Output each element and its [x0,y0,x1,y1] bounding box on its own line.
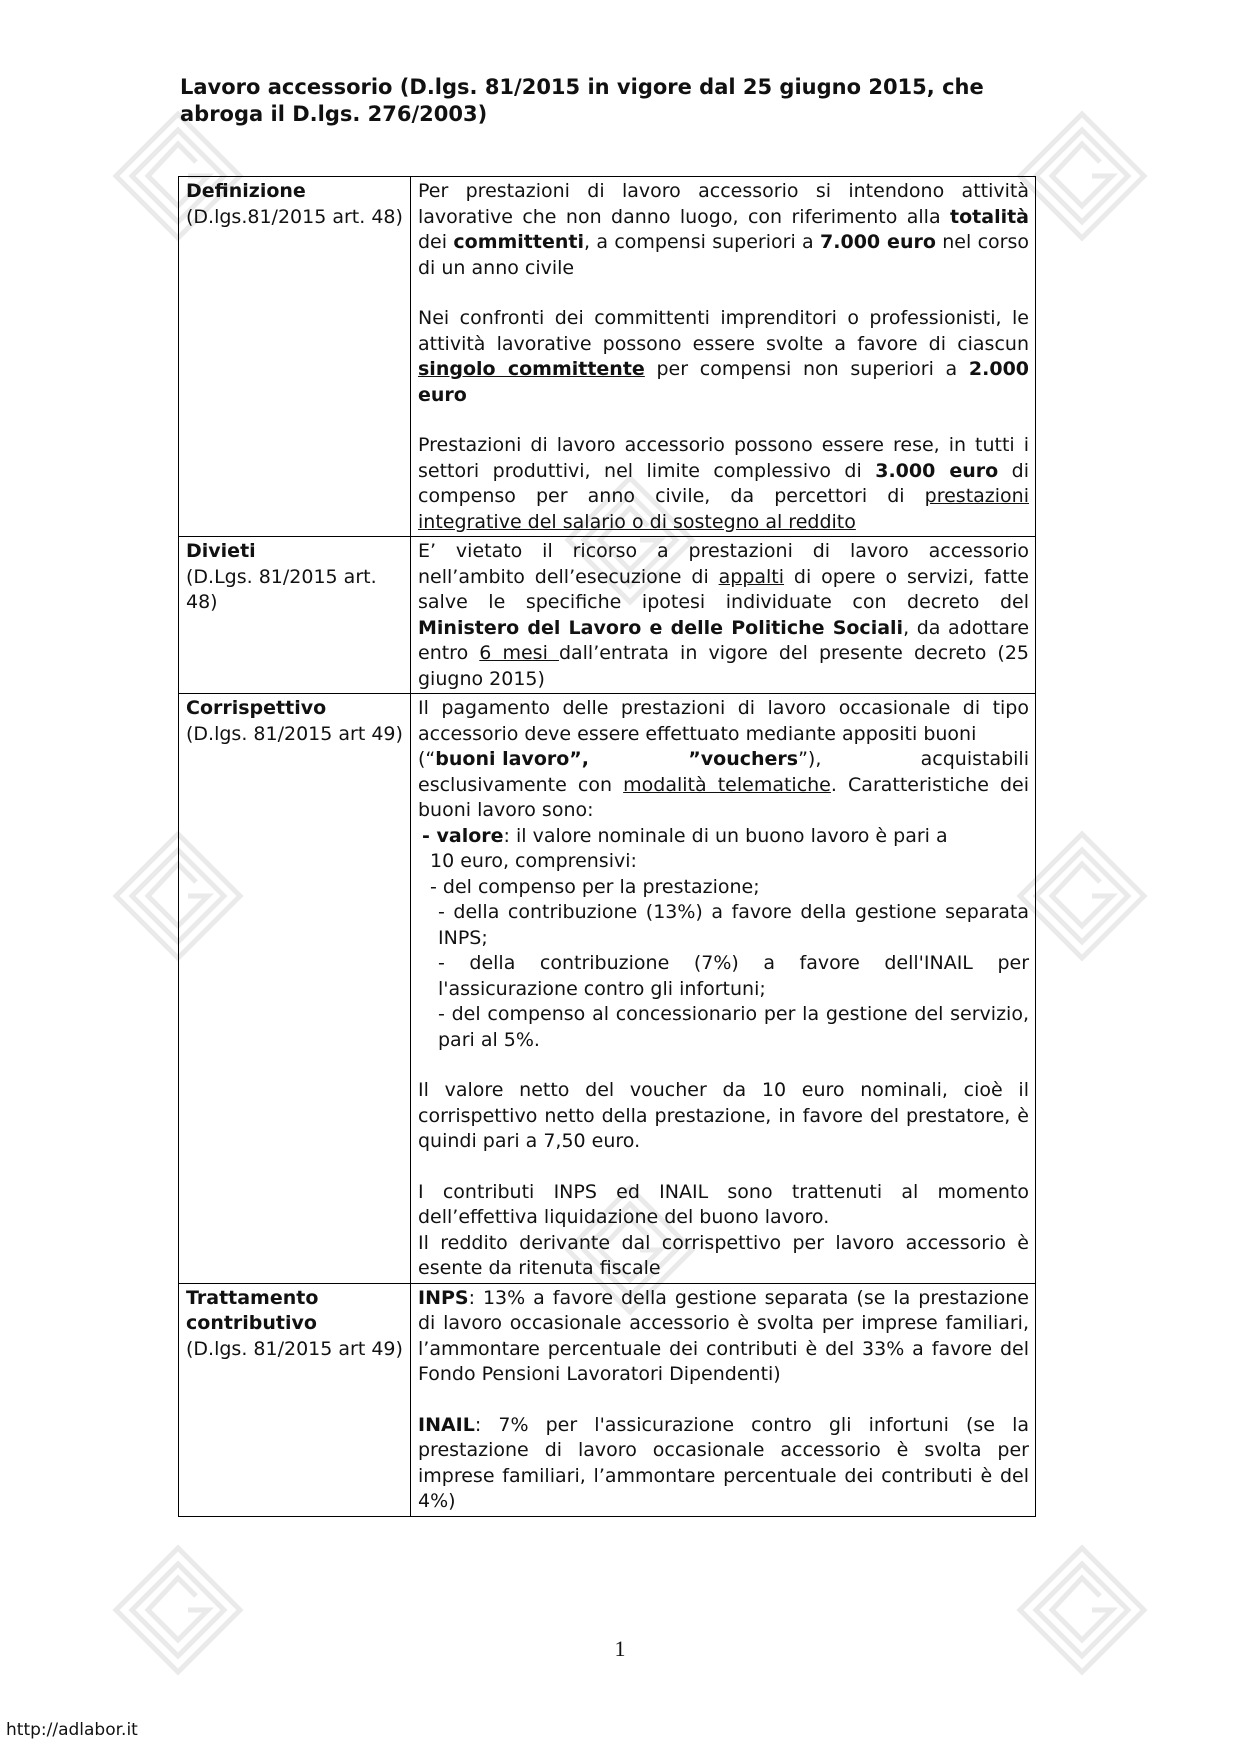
voucher-line: (“buoni lavoro”, ”vouchers”), acquistabili [418,748,1029,770]
row-content-cell [411,694,1036,1284]
paragraph: esclusivamente con modalità telematiche. Caratteristiche dei buoni lavoro sono: [418,773,1030,821]
valore-paragraph-cont: 10 euro, comprensivi: [430,850,637,872]
paragraph: I contributi INPS ed INAIL sono trattenuti al momento dell’effettiva liquidazione del buono lavoro. [418,1180,1029,1228]
paragraph: Nei confronti dei committenti imprenditori o professionisti, le attività lavorative possono essere svolte a favore di ciascun singolo committente per compensi non superiori a 2.000 euro [418,307,1030,406]
row-content-cell [411,1283,1036,1516]
row-reference: (D.lgs.81/2015 art. 48) [186,205,403,228]
row-reference: (D.lgs. 81/2015 art 49) [186,722,403,745]
paragraph: Per prestazioni di lavoro accessorio si intendono attività lavorative che non danno luogo, con riferimento alla totalità dei committenti, a compensi superiori a 7.000 euro nel corso di un anno civile [418,180,1029,279]
table-row-divieti [179,537,1036,694]
paragraph: Prestazioni di lavoro accessorio possono essere rese, in tutti i settori produttivi, nel limite complessivo di 3.000 euro di compenso per anno civile, da percettori di prestazioni integrative del salario o di sostegno al reddito [418,434,1029,533]
row-label: Divieti [186,540,256,562]
list-item: - della contribuzione (7%) a favore dell'INAIL per l'assicurazione contro gli infortuni; [438,952,1029,1000]
paragraph: INPS: 13% a favore della gestione separata (se la prestazione di lavoro occasionale accessorio è svolta per imprese familiari, l’ammontare percentuale dei contributi è del 33% a favore del Fondo Pensioni Lavoratori Dipendenti) [418,1286,1029,1385]
page-number: 1 [614,1636,626,1661]
row-label: Corrispettivo [186,697,327,719]
paragraph: Il reddito derivante dal corrispettivo per lavoro accessorio è esente da ritenuta fiscale [418,1231,1029,1279]
paragraph: Il valore netto del voucher da 10 euro nominali, cioè il corrispettivo netto della prestazione, in favore del prestatore, è quindi pari a 7,50 euro. [418,1079,1029,1152]
row-label-cell [179,177,411,537]
table-row-trattamento [179,1283,1036,1516]
row-label-cell [179,694,411,1284]
paragraph: Il pagamento delle prestazioni di lavoro occasionale di tipo accessorio deve essere effettuato mediante appositi buoni [418,697,1029,745]
row-label: contributivo [186,1312,317,1334]
document-title: Lavoro accessorio (D.lgs. 81/2015 in vigore dal 25 giugno 2015, che abroga il D.lgs. 276/2003) [180,75,984,126]
paragraph: E’ vietato il ricorso a prestazioni di lavoro accessorio nell’ambito dell’esecuzione di appalti di opere o servizi, fatte salve le specifiche ipotesi individuate con decreto del Ministero del Lavoro e delle Politiche Sociali, da adottare entro 6 mesi dall’entrata in vigore del presente decreto (25 giugno 2015) [418,540,1030,690]
row-reference: (D.lgs. 81/2015 art 49) [186,1337,403,1360]
paragraph: INAIL: 7% per l'assicurazione contro gli infortuni (se la prestazione di lavoro occasionale accessorio è svolta per imprese familiari, l’ammontare percentuale dei contributi è del 4%) [418,1413,1029,1512]
table-row-definizione [179,177,1036,537]
table-row-corrispettivo [179,694,1036,1284]
row-label: Definizione [186,180,306,202]
list-item: - del compenso al concessionario per la gestione del servizio, pari al 5%. [438,1003,1029,1051]
valore-paragraph: - valore: il valore nominale di un buono lavoro è pari a [422,824,948,847]
list-item: - della contribuzione (13%) a favore della gestione separata INPS; [438,901,1029,949]
list-item: - del compenso per la prestazione; [430,875,760,898]
row-content-cell [411,537,1036,694]
info-table [178,176,1036,1517]
footer-url: http://adlabor.it [6,1720,138,1740]
row-content-cell [411,177,1036,537]
row-label-cell [179,537,411,694]
row-label-cell [179,1283,411,1516]
row-reference: (D.Lgs. 81/2015 art. 48) [186,565,377,613]
row-label: Trattamento [186,1286,319,1309]
